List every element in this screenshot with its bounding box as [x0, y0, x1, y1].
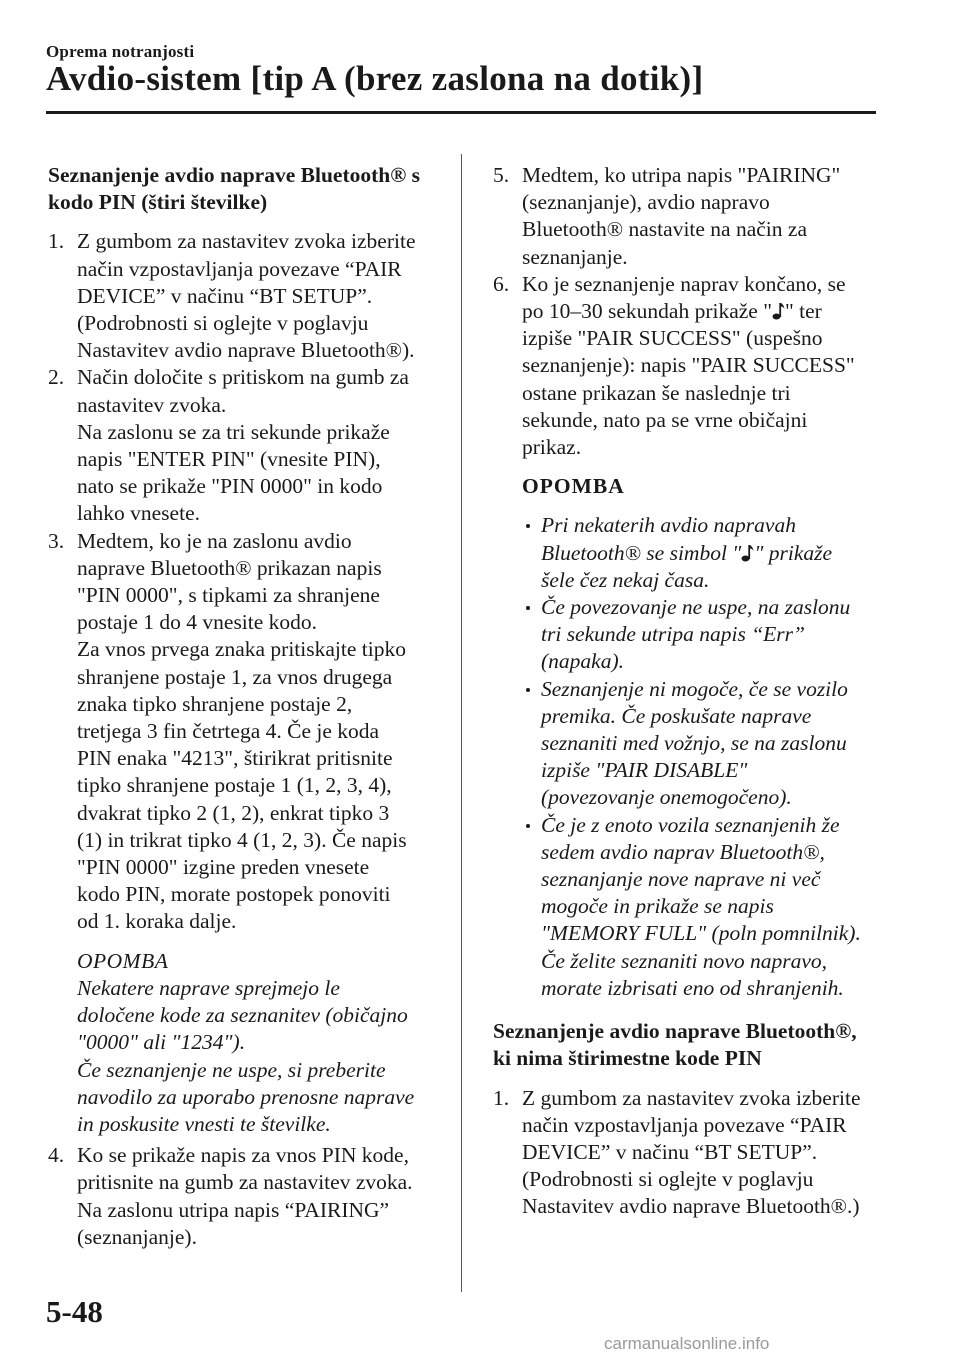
- right-column: [493, 162, 888, 1221]
- note-pin-codes: OPOMBA Nekatere naprave sprejmejo le določene kode za seznanitev (običajno "0000" ali "1234"). Če seznanjenje ne uspe, si preberite navodilo za uporabo prenosne naprave in poskusite vnesti te številke.: [77, 948, 415, 1136]
- left-column: [48, 162, 438, 1251]
- page-number: 5-48: [46, 1294, 103, 1329]
- note-bullet: Seznanjenje ni mogoče, če se vozilo premika. Če poskušate naprave seznaniti med vožnjo, se na zaslonu izpiše "PAIR DISABLE" (povezovanje onemogočeno).: [522, 676, 888, 812]
- column-divider: [461, 154, 462, 1292]
- step-5: 5. Medtem, ko utripa napis "PAIRING" (seznanjanje), avdio napravo Bluetooth® nastavite na način za seznanjanje.: [493, 163, 841, 269]
- step-1-no-pin: 1. Z gumbom za nastavitev zvoka izberite način vzpostavljanja povezave “PAIR DEVICE” v načinu “BT SETUP”. (Podrobnosti si oglejte v poglavju Nastavitev avdio naprave Bluetooth®.): [493, 1085, 861, 1219]
- music-note-icon: [772, 302, 785, 320]
- note-bullet: Če povezovanje ne uspe, na zaslonu tri sekunde utripa napis “Err” (napaka).: [522, 594, 888, 676]
- note-pairing: OPOMBA Pri nekaterih avdio napravah Bluetooth® se simbol " " prikaže šele čez nekaj časa. Če povezovanje ne uspe, na zaslonu tri sekunde utripa napis “Err” (napaka). Seznanjenje ni mogoče, če se vozilo premika. Če poskušate naprave seznaniti med vožnjo, se na zaslonu izpiše "PAIR DISABLE" (povezovanje onemogočeno). Če je z enoto vozila seznanjenih že sedem avdio naprav Bluetooth®, seznanjanje nove naprave ni več mogoče in prikaže se napis "MEMORY FULL" (poln pomnilnik). Če želite seznaniti novo napravo, morate izbrisati eno od shranjenih.: [493, 473, 888, 1002]
- step-6: 6. Ko je seznanjenje naprav končano, se po 10–30 sekundah prikaže " " ter izpiše "PAIR SUCCESS" (uspešno seznanjenje): napis "PAIR SUCCESS" ostane prikazan še naslednje tri sekunde, nato pa se vrne običajni prikaz.: [493, 271, 855, 460]
- watermark: carmanualsonline.info: [604, 1334, 770, 1353]
- section-title-no-pin: Seznanjenje avdio naprave Bluetooth®, ki nima štirimestne kode PIN: [493, 1019, 857, 1071]
- header-section: Oprema notranjosti: [46, 42, 195, 61]
- header-rule: [46, 111, 876, 114]
- step-4: 4. Ko se prikaže napis za vnos PIN kode, pritisnite na gumb za nastavitev zvoka. Na zaslonu utripa napis “PAIRING” (seznanjanje).: [48, 1143, 413, 1249]
- section-title-pin: Seznanjenje avdio naprave Bluetooth® s kodo PIN (štiri številke): [48, 163, 421, 215]
- note-bullet: Če je z enoto vozila seznanjenih že sedem avdio naprav Bluetooth®, seznanjanje nove naprave ni več mogoče in prikaže se napis "MEMORY FULL" (poln pomnilnik). Če želite seznaniti novo napravo, morate izbrisati eno od shranjenih.: [522, 812, 888, 1002]
- step-1: 1. Z gumbom za nastavitev zvoka izberite način vzpostavljanja povezave “PAIR DEVICE” v načinu “BT SETUP”. (Podrobnosti si oglejte v poglavju Nastavitev avdio naprave Bluetooth®).: [48, 229, 416, 363]
- music-note-icon: [741, 544, 754, 562]
- step-2: 2. Način določite s pritiskom na gumb za nastavitev zvoka. Na zaslonu se za tri sekunde prikaže napis "ENTER PIN" (vnesite PIN), nato se prikaže "PIN 0000" in kodo lahko vnesete.: [48, 365, 409, 526]
- page-title: Avdio-sistem [tip A (brez zaslona na dotik)]: [46, 59, 704, 98]
- step-3: 3. Medtem, ko je na zaslonu avdio naprave Bluetooth® prikazan napis "PIN 0000", s tipkami za shranjene postaje 1 do 4 vnesite kodo. Za vnos prvega znaka pritiskajte tipko shranjene postaje 1, za vnos drugega znaka tipko shranjene postaje 2, tretjega 3 fin četrtega 4. Če je koda PIN enaka "4213", štirikrat pritisnite tipko shranjene postaje 1 (1, 2, 3, 4), dvakrat tipko 2 (1, 2), enkrat tipko 3 (1) in trikrat tipko 4 (1, 2, 3). Če napis "PIN 0000" izgine preden vnesete kodo PIN, morate postopek ponoviti od 1. koraka dalje.: [48, 528, 407, 934]
- note-bullet: Pri nekaterih avdio napravah Bluetooth® se simbol " " prikaže šele čez nekaj časa.: [522, 512, 888, 594]
